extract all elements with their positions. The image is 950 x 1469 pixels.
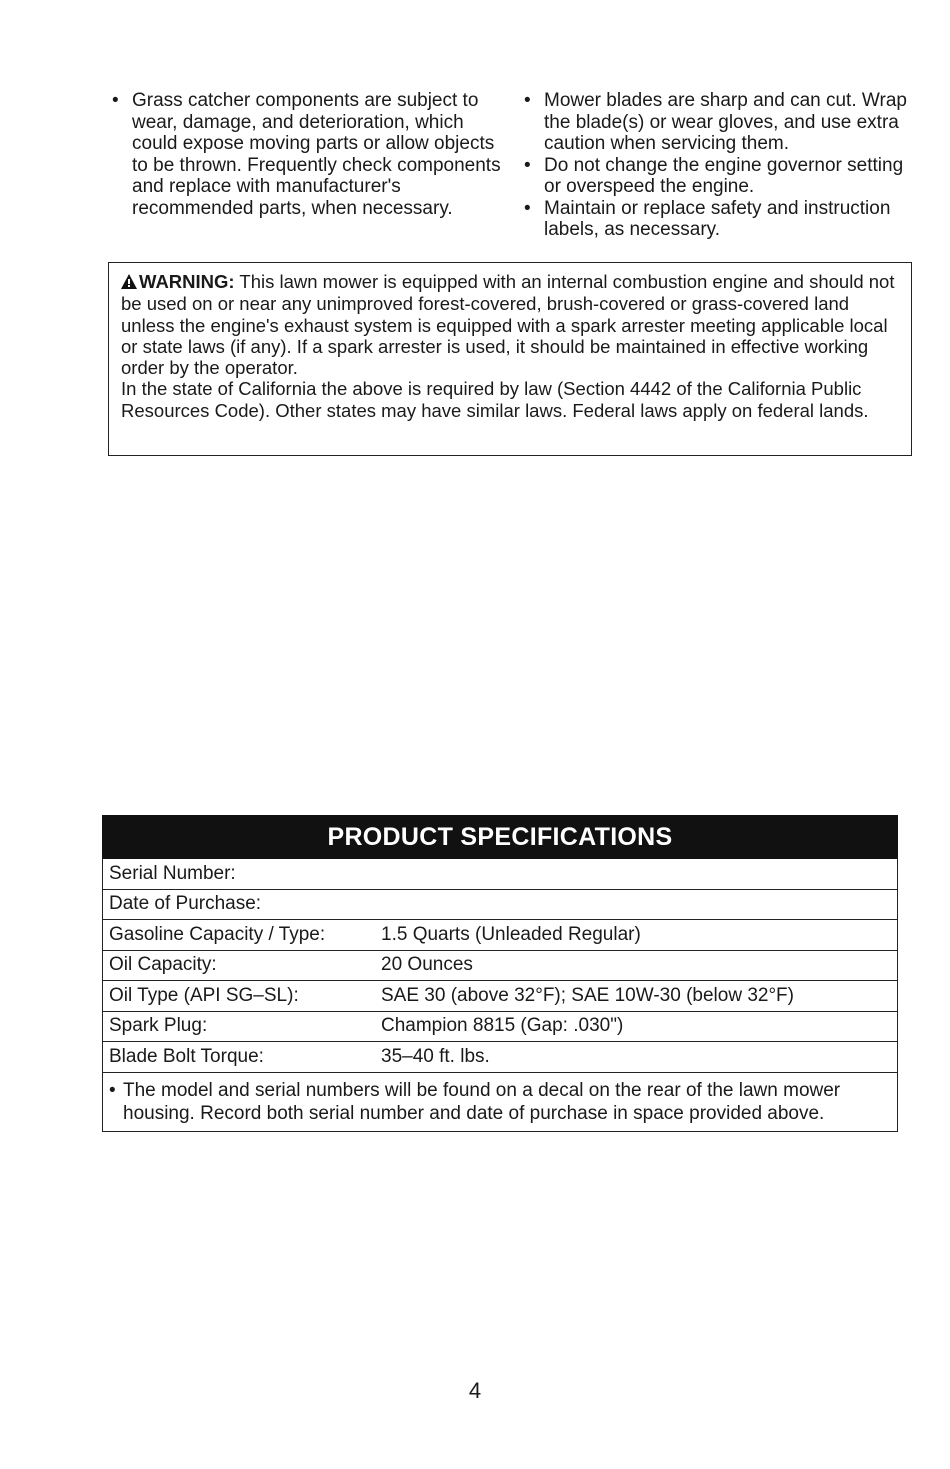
spec-label: Date of Purchase: [109,893,262,915]
spec-value: 35–40 ft. lbs. [381,1045,490,1067]
bullet-item [524,198,909,241]
bullet-text: Maintain or replace safety and instruction labels, as necessary. [544,197,891,240]
table-row [102,859,898,890]
table-row [102,981,898,1012]
bullet-dot: • [524,154,531,176]
bullet-text: Mower blades are sharp and can cut. Wrap the blade(s) or wear gloves, and use extra caution when servicing them. [544,90,907,154]
bullet-item [524,90,909,155]
bullet-item [524,155,909,198]
warning-box [108,262,912,456]
warning-paragraph-1 [121,271,905,378]
bullet-dot: • [524,90,531,111]
spec-label: Gasoline Capacity / Type: [109,923,326,945]
spec-value: 20 Ounces [381,954,473,976]
note-text: The model and serial numbers will be found on a decal on the rear of the lawn mower housing. Record both serial number and date of purchase in space provided above. [123,1079,841,1124]
spec-value: 1.5 Quarts (Unleaded Regular) [381,923,641,945]
product-specifications-table [102,815,898,1132]
table-row [102,890,898,921]
warning-paragraph-2: In the state of California the above is required by law (Section 4442 of the California Public Resources Code). Other states may have similar laws. Federal laws apply on federal lands. [121,378,869,421]
spec-label: Serial Number: [109,862,236,884]
bullet-dot: • [112,90,119,111]
bullet-item [112,90,502,219]
spec-note [102,1073,898,1132]
spec-label: Blade Bolt Torque: [109,1045,264,1067]
table-row [102,1012,898,1043]
warning-label: WARNING: [139,271,235,292]
bullet-text: Do not change the engine governor setting or overspeed the engine. [544,154,904,197]
warning-text: This lawn mower is equipped with an internal combustion engine and should not be used on or near any unimproved forest-covered, brush-covered or grass-covered land unless the engine's exhaust system is equipped with a spark arrester meeting applicable local or state laws (if any). If a spark arrester is used, it should be maintained in effective working order by the operator. [121,271,895,379]
bullet-dot: • [524,197,531,219]
spec-value: SAE 30 (above 32°F); SAE 10W-30 (below 32°F) [381,984,794,1006]
bullet-item [109,1079,891,1125]
page-number: 4 [468,1378,482,1403]
spec-label: Spark Plug: [109,1015,208,1037]
specs-title: PRODUCT SPECIFICATIONS [102,815,898,859]
table-row [102,920,898,951]
bullet-dot: • [109,1079,116,1101]
spec-label: Oil Type (API SG–SL): [109,984,299,1006]
table-row [102,951,898,982]
warning-triangle-icon [121,272,137,293]
right-column [524,90,909,241]
bullet-text: Grass catcher components are subject to wear, damage, and deterioration, which could expose moving parts or allow objects to be thrown. Frequently check components and replace with manufacturer's recommended parts, when necessary. [132,90,501,219]
spec-value: Champion 8815 (Gap: .030") [381,1015,624,1037]
table-row [102,1042,898,1073]
left-column [112,90,502,219]
spec-label: Oil Capacity: [109,954,217,976]
